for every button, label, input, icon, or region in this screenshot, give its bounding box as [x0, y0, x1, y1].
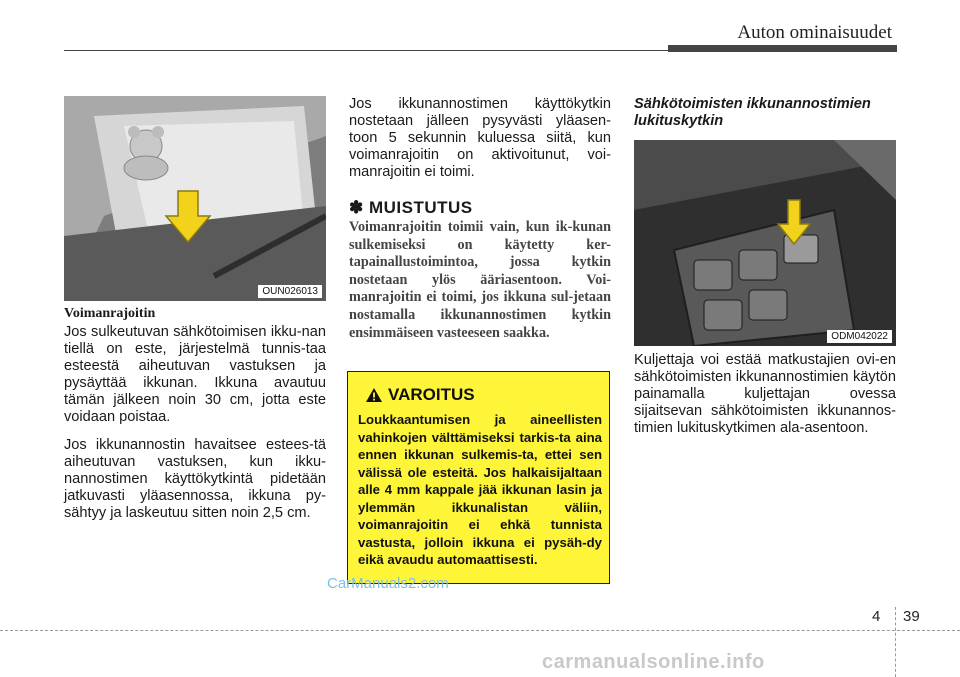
warning-title-text: VAROITUS — [388, 385, 475, 404]
paragraph: Jos ikkunannostimen käyttökytkin nostetaan jälleen pysyvästi yläasen-toon 5 sekunnin kuluessa siitä, kun voimanrajoitin on aktivoitunut, voi-manrajoitin ei toimi. — [349, 96, 611, 180]
section-heading: Sähkötoimisten ikkunannostimien lukituskytkin — [634, 96, 871, 129]
page-number: 39 — [903, 608, 920, 625]
page-header-title: Auton ominaisuudet — [737, 22, 892, 43]
lock-switch-image — [634, 140, 896, 346]
header-rule — [64, 50, 674, 51]
section-heading: Voimanrajoitin — [64, 306, 156, 321]
paragraph: Jos sulkeutuvan sähkötoimisen ikku-nan tiellä on este, järjestelmä tunnis-taa esteestä aiheutuvan vastuksen ja pysäyttää ikkunan. Ikkuna avautuu tämän jälkeen noin 30 cm, jotta este voidaan poistaa. — [64, 324, 326, 425]
footer-divider — [895, 607, 896, 677]
warning-body: Loukkaantumisen ja aineellisten vahinkojen välttämiseksi tarkis-ta aina ennen ikkunan sulkemis-ta, ettei sen välissä ole esteitä. Jos halkaisijaltaan alle 4 mm kappale jää ikkunan lasin ja ylemmän ikkunalistan väliin, voimanrajoitin ei ehkä tunnista vastusta, jolloin ikkuna ei pysäh-dy eikä avaudu automaattisesti. — [358, 412, 602, 567]
footer-rule — [0, 630, 960, 631]
paragraph: Kuljettaja voi estää matkustajien ovi-en sähkötoimisten ikkunannostimien käytön painamalla kuljettajan ovessa sijaitsevan sähkötoimisten ikkunannos-timien lukituskytkimen ala-asentoon. — [634, 352, 896, 436]
window-obstruction-image — [64, 96, 326, 301]
warning-triangle-icon — [365, 387, 383, 403]
warning-title — [365, 385, 475, 405]
paragraph: Jos ikkunannostin havaitsee estees-tä aiheutuvan vastuksen, kun ikku-nannostimen käyttökytkintä pidetään jatkuvasti yläasennossa, ikkuna py-sähtyy ja laskeutuu sitten noin 2,5 cm. — [64, 437, 326, 521]
footer-site-link[interactable]: carmanualsonline.info — [542, 651, 765, 673]
note-body: Voimanrajoitin toimii vain, kun ik-kunan sulkemiseksi on käytetty ker-tapainallustoimintoa, jossa kytkin nostetaan ylös ääriasentoon. Voi-manrajoitin ei toimi, jos ikkuna sul-jetaan nostamalla ikkunannostimen kytkin ensimmäiseen vasteeseen saakka. — [349, 219, 611, 341]
chapter-number: 4 — [872, 608, 881, 625]
note-heading: ✽ MUISTUTUS — [349, 198, 473, 217]
image-code: OUN026013 — [258, 285, 322, 298]
watermark: CarManuals2.com — [327, 575, 449, 592]
warning-box — [347, 371, 610, 584]
header-bar — [668, 45, 897, 52]
image-code: ODM042022 — [827, 330, 892, 343]
